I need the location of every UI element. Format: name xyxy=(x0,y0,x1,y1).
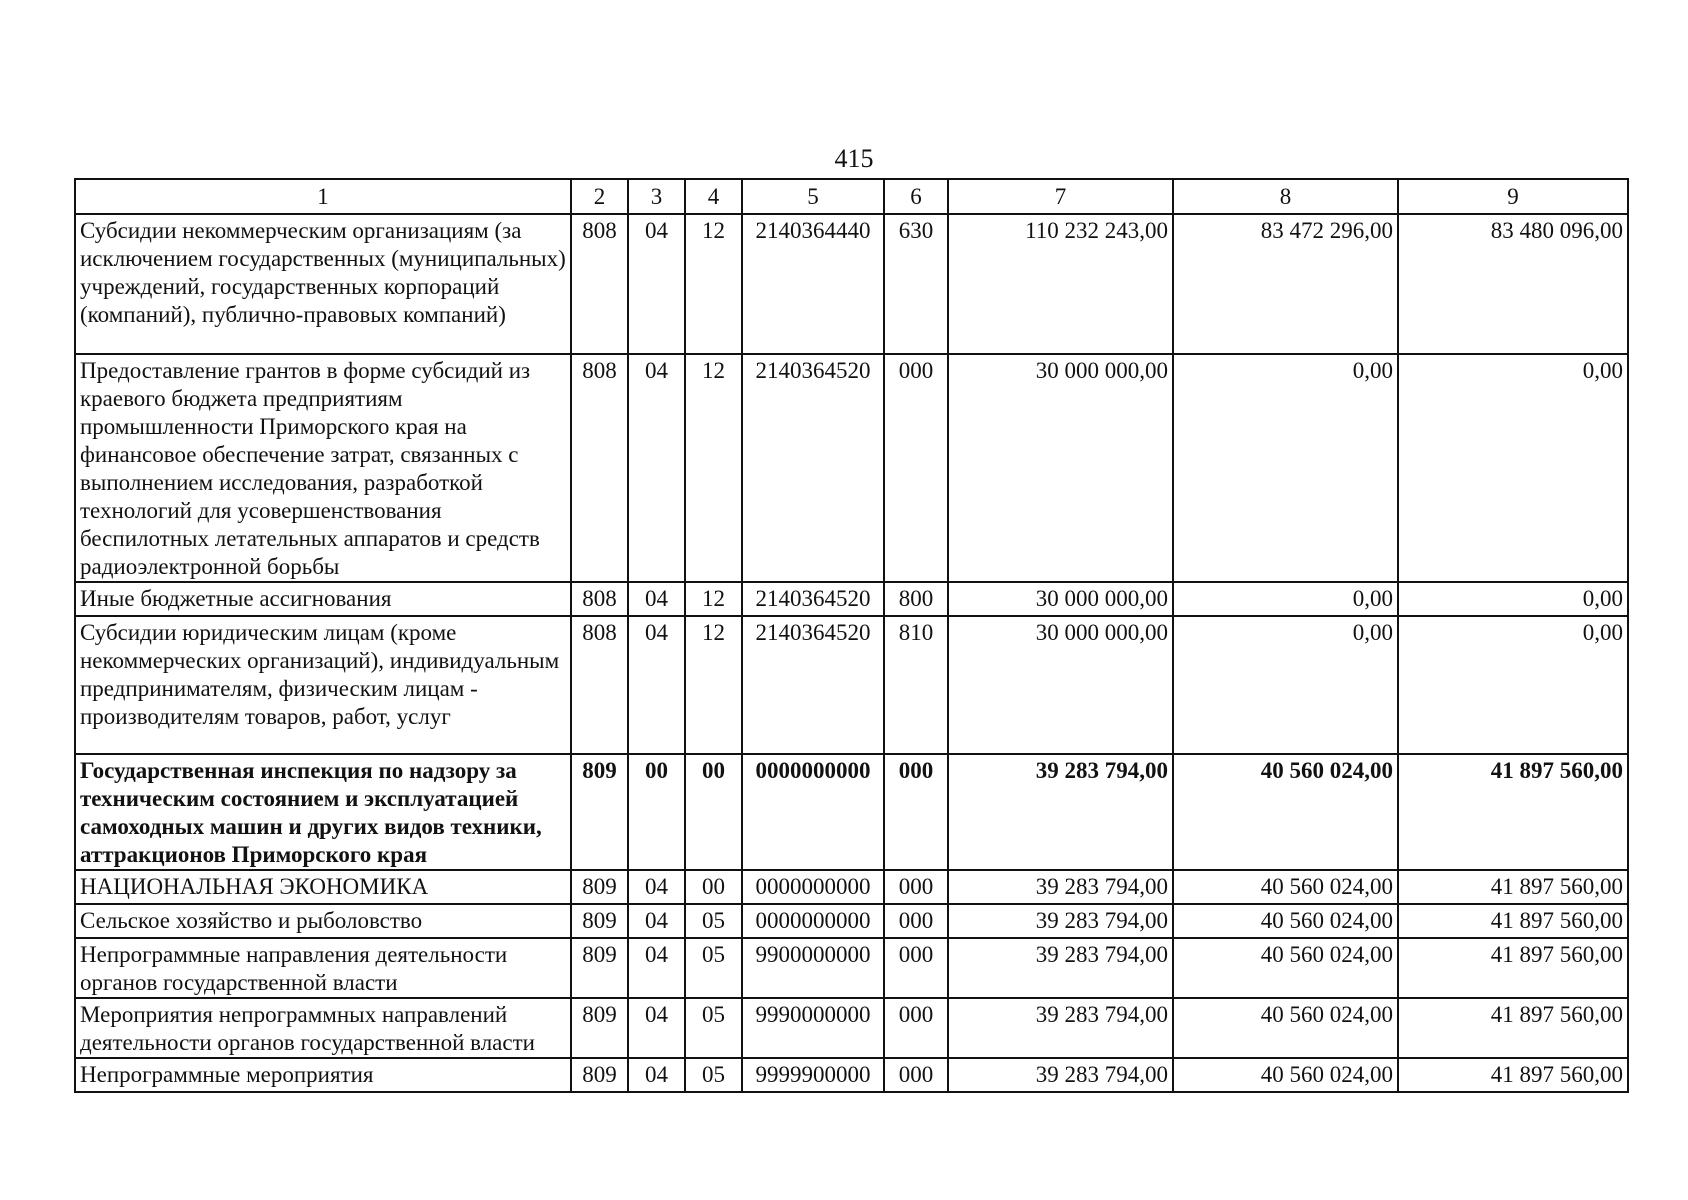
amount-cell: 0,00 xyxy=(1398,616,1628,754)
code-cell: 0000000000 xyxy=(742,754,884,870)
column-header: 9 xyxy=(1398,179,1628,214)
table-row xyxy=(75,870,1628,904)
amount-cell: 0,00 xyxy=(1398,354,1628,582)
amount-cell: 41 897 560,00 xyxy=(1398,938,1628,998)
amount-cell: 40 560 024,00 xyxy=(1173,870,1398,904)
amount-cell: 83 480 096,00 xyxy=(1398,214,1628,354)
code-cell: 04 xyxy=(628,938,685,998)
code-cell: 04 xyxy=(628,582,685,616)
code-cell: 12 xyxy=(685,354,742,582)
code-cell: 809 xyxy=(571,870,628,904)
column-header: 4 xyxy=(685,179,742,214)
amount-cell: 41 897 560,00 xyxy=(1398,1058,1628,1092)
page-number: 415 xyxy=(834,144,874,173)
code-cell: 000 xyxy=(884,998,948,1058)
code-cell: 808 xyxy=(571,214,628,354)
amount-cell: 30 000 000,00 xyxy=(948,616,1173,754)
amount-cell: 40 560 024,00 xyxy=(1173,1058,1398,1092)
code-cell: 0000000000 xyxy=(742,904,884,938)
code-cell: 12 xyxy=(685,616,742,754)
code-cell: 00 xyxy=(685,754,742,870)
amount-cell: 30 000 000,00 xyxy=(948,354,1173,582)
code-cell: 2140364440 xyxy=(742,214,884,354)
code-cell: 04 xyxy=(628,904,685,938)
code-cell: 809 xyxy=(571,904,628,938)
code-cell: 04 xyxy=(628,998,685,1058)
code-cell: 000 xyxy=(884,354,948,582)
code-cell: 04 xyxy=(628,870,685,904)
amount-cell: 110 232 243,00 xyxy=(948,214,1173,354)
amount-cell: 41 897 560,00 xyxy=(1398,754,1628,870)
code-cell: 809 xyxy=(571,938,628,998)
code-cell: 808 xyxy=(571,582,628,616)
amount-cell: 39 283 794,00 xyxy=(948,904,1173,938)
row-name-cell: Предоставление грантов в форме субсидий из краевого бюджета предприятиям промышленности Приморского края на финансовое обеспечение затрат, связанных с выполнением исследования, разработкой технологий для усовершенствования беспилотных летательных аппаратов и средств радиоэлектронной борьбы xyxy=(75,354,571,582)
row-name-cell: Субсидии некоммерческим организациям (за исключением государственных (муниципальных) учреждений, государственных корпораций (компаний), публично-правовых компаний) xyxy=(75,214,571,354)
row-name-cell: Непрограммные мероприятия xyxy=(75,1058,571,1092)
table-row xyxy=(75,754,1628,870)
amount-cell: 39 283 794,00 xyxy=(948,870,1173,904)
code-cell: 000 xyxy=(884,1058,948,1092)
code-cell: 04 xyxy=(628,214,685,354)
code-cell: 05 xyxy=(685,1058,742,1092)
code-cell: 04 xyxy=(628,616,685,754)
code-cell: 000 xyxy=(884,754,948,870)
row-name-cell: Субсидии юридическим лицам (кроме некоммерческих организаций), индивидуальным предпринимателям, физическим лицам - производителям товаров, работ, услуг xyxy=(75,616,571,754)
code-cell: 00 xyxy=(628,754,685,870)
code-cell: 05 xyxy=(685,904,742,938)
code-cell: 05 xyxy=(685,938,742,998)
amount-cell: 41 897 560,00 xyxy=(1398,870,1628,904)
table-row xyxy=(75,1058,1628,1092)
code-cell: 000 xyxy=(884,870,948,904)
column-header: 3 xyxy=(628,179,685,214)
amount-cell: 39 283 794,00 xyxy=(948,998,1173,1058)
table-row xyxy=(75,214,1628,354)
column-header: 8 xyxy=(1173,179,1398,214)
code-cell: 12 xyxy=(685,214,742,354)
code-cell: 2140364520 xyxy=(742,582,884,616)
amount-cell: 0,00 xyxy=(1173,582,1398,616)
code-cell: 04 xyxy=(628,354,685,582)
table-row xyxy=(75,582,1628,616)
amount-cell: 40 560 024,00 xyxy=(1173,754,1398,870)
code-cell: 00 xyxy=(685,870,742,904)
code-cell: 05 xyxy=(685,998,742,1058)
column-header: 6 xyxy=(884,179,948,214)
amount-cell: 0,00 xyxy=(1173,354,1398,582)
column-header: 7 xyxy=(948,179,1173,214)
row-name-cell: Непрограммные направления деятельности органов государственной власти xyxy=(75,938,571,998)
amount-cell: 0,00 xyxy=(1173,616,1398,754)
table-row xyxy=(75,616,1628,754)
code-cell: 808 xyxy=(571,354,628,582)
code-cell: 12 xyxy=(685,582,742,616)
row-name-cell: Государственная инспекция по надзору за техническим состоянием и эксплуатацией самоходных машин и других видов техники, аттракционов Приморского края xyxy=(75,754,571,870)
table-row xyxy=(75,938,1628,998)
code-cell: 2140364520 xyxy=(742,354,884,582)
code-cell: 809 xyxy=(571,998,628,1058)
amount-cell: 39 283 794,00 xyxy=(948,1058,1173,1092)
code-cell: 000 xyxy=(884,938,948,998)
code-cell: 809 xyxy=(571,754,628,870)
amount-cell: 30 000 000,00 xyxy=(948,582,1173,616)
code-cell: 000 xyxy=(884,904,948,938)
table-row xyxy=(75,354,1628,582)
amount-cell: 83 472 296,00 xyxy=(1173,214,1398,354)
row-name-cell: НАЦИОНАЛЬНАЯ ЭКОНОМИКА xyxy=(75,870,571,904)
code-cell: 808 xyxy=(571,616,628,754)
header-row xyxy=(75,179,1628,214)
code-cell: 810 xyxy=(884,616,948,754)
code-cell: 9999900000 xyxy=(742,1058,884,1092)
budget-table xyxy=(74,178,1629,1093)
code-cell: 9990000000 xyxy=(742,998,884,1058)
table-body xyxy=(75,214,1628,1092)
column-header: 5 xyxy=(742,179,884,214)
code-cell: 809 xyxy=(571,1058,628,1092)
column-header: 2 xyxy=(571,179,628,214)
code-cell: 800 xyxy=(884,582,948,616)
amount-cell: 40 560 024,00 xyxy=(1173,938,1398,998)
code-cell: 0000000000 xyxy=(742,870,884,904)
table-row xyxy=(75,998,1628,1058)
code-cell: 630 xyxy=(884,214,948,354)
code-cell: 2140364520 xyxy=(742,616,884,754)
table-row xyxy=(75,904,1628,938)
row-name-cell: Сельское хозяйство и рыболовство xyxy=(75,904,571,938)
code-cell: 9900000000 xyxy=(742,938,884,998)
amount-cell: 40 560 024,00 xyxy=(1173,998,1398,1058)
row-name-cell: Иные бюджетные ассигнования xyxy=(75,582,571,616)
amount-cell: 41 897 560,00 xyxy=(1398,998,1628,1058)
amount-cell: 40 560 024,00 xyxy=(1173,904,1398,938)
amount-cell: 39 283 794,00 xyxy=(948,754,1173,870)
amount-cell: 0,00 xyxy=(1398,582,1628,616)
amount-cell: 39 283 794,00 xyxy=(948,938,1173,998)
code-cell: 04 xyxy=(628,1058,685,1092)
amount-cell: 41 897 560,00 xyxy=(1398,904,1628,938)
row-name-cell: Мероприятия непрограммных направлений деятельности органов государственной власти xyxy=(75,998,571,1058)
column-header: 1 xyxy=(75,179,571,214)
